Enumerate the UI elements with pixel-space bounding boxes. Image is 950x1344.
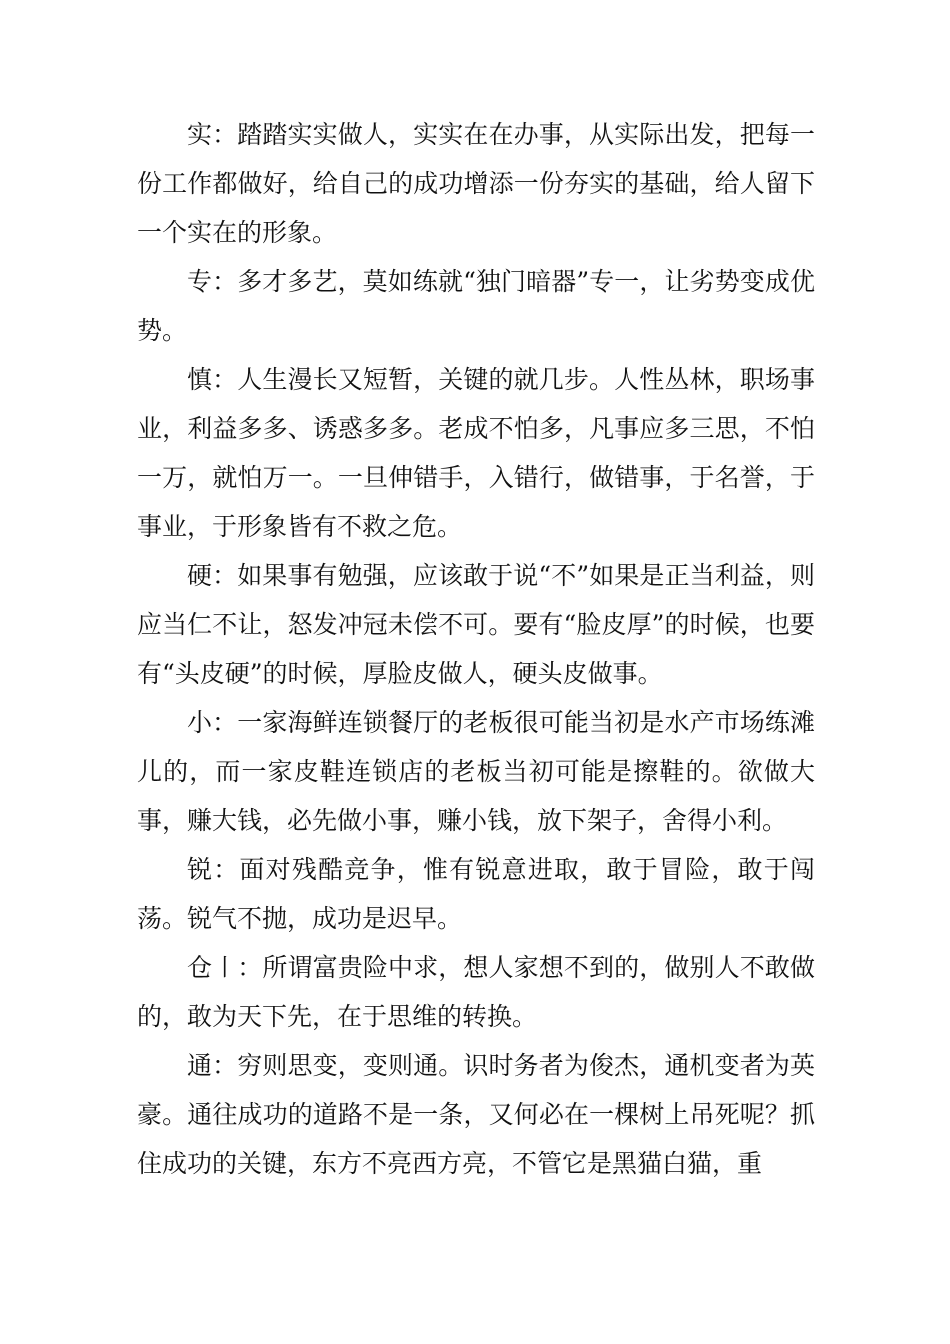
paragraph-chuang: 仓〡：所谓富贵险中求，想人家想不到的，做别人不敢做的，敢为天下先，在于思维的转换。 bbox=[137, 953, 815, 1031]
paragraph-xiao: 小：一家海鲜连锁餐厅的老板很可能当初是水产市场练滩儿的，而一家皮鞋连锁店的老板当初可能是擦鞋的。欲做大事，赚大钱，必先做小事，赚小钱，放下架子，舍得小利。 bbox=[137, 708, 815, 835]
paragraph-tong: 通：穷则思变，变则通。识时务者为俊杰，通机变者为英豪。通往成功的道路不是一条，又何必在一棵树上吊死呢？抓住成功的关键，东方不亮西方亮，不管它是黑猫白猫，重 bbox=[137, 1051, 815, 1178]
paragraph-ying: 硬：如果事有勉强，应该敢于说“不”如果是正当利益，则应当仁不让，怒发冲冠未偿不可。要有“脸皮厚”的时候，也要有“头皮硬”的时候，厚脸皮做人，硬头皮做事。 bbox=[137, 561, 815, 688]
paragraph-zhuan: 专：多才多艺，莫如练就“独门暗器”专一，让劣势变成优势。 bbox=[137, 267, 815, 345]
paragraph-shi: 实：踏踏实实做人，实实在在办事，从实际出发，把每一份工作都做好，给自己的成功增添一份夯实的基础，给人留下一个实在的形象。 bbox=[137, 120, 815, 247]
paragraph-shen: 慎：人生漫长又短暂，关键的就几步。人性丛林，职场事业，利益多多、诱惑多多。老成不怕多，凡事应多三思，不怕一万，就怕万一。一旦伸错手，入错行，做错事，于名誉，于事业，于形象皆有不救之危。 bbox=[137, 365, 815, 541]
paragraph-rui: 锐：面对残酷竞争，惟有锐意进取，敢于冒险，敢于闯荡。锐气不抛，成功是迟早。 bbox=[137, 855, 815, 933]
document-body bbox=[137, 110, 815, 1188]
